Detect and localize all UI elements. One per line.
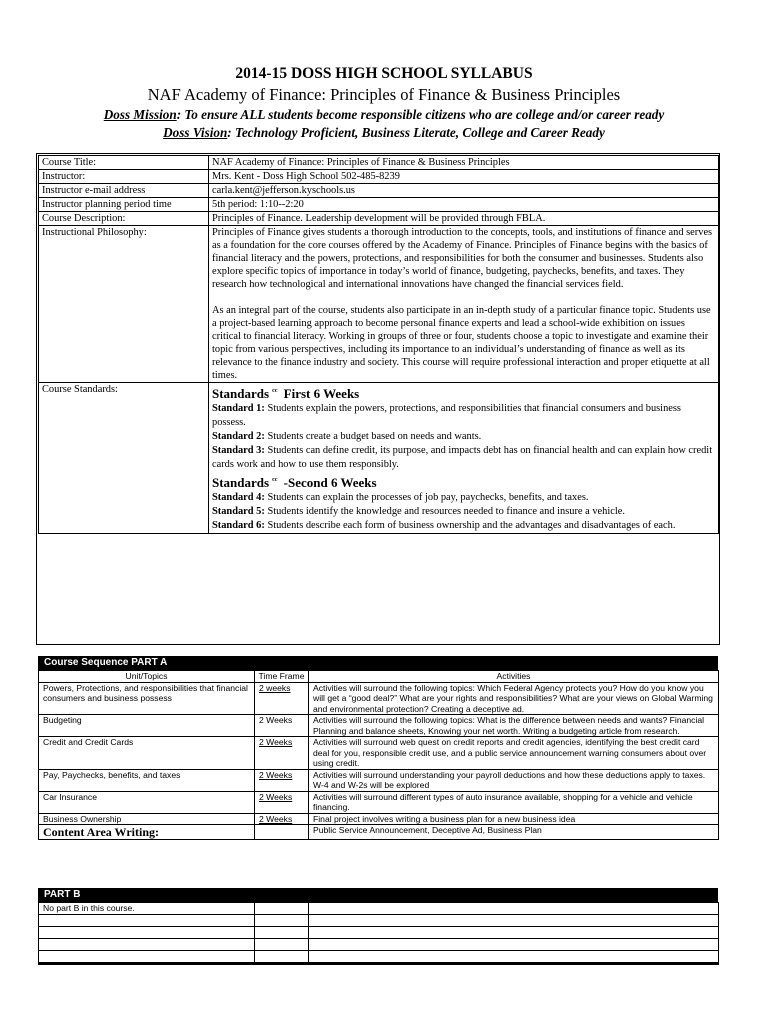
philosophy-value (209, 226, 719, 383)
description-value: Principles of Finance. Leadership development will be provided through FBLA. (209, 212, 719, 226)
row-description (39, 212, 719, 226)
philosophy-paragraph-1: Principles of Finance gives students a thorough introduction to the concepts, tools, and institutions of finance and serves as a foundation for the core courses offered by the Academy of Finance. Principles of Finance begins with the basics of financial literacy and the powers, protections, and responsibilities for both the consumer and businesses. Students also explore specific topics of importance in today’s world of finance, budgeting, paychecks, benefits, and taxes. They research how technological and international innovations have changed the financial services field. (212, 227, 713, 290)
table-row (39, 927, 719, 939)
standard-text: Students explain the powers, protections, and responsibilities that financial consumers and business possess. (212, 403, 681, 428)
philosophy-paragraph-2: As an integral part of the course, students also participate in an in-depth study of a particular finance topic. Students use a project-based learning approach to become personal finance experts and lead a school-wide exhibition on issues critical to financial literacy. Working in groups of three or four, students choose a topic to investigate and examine their topic from various perspectives, including its importance to an individual’s understanding of finance as well as its relevance to the finance industry and society. This course will require professional interaction and proper etiquette at all times. (212, 305, 711, 381)
empty-cell (309, 927, 719, 939)
row-planning (39, 198, 719, 212)
activities-cell: Final project involves writing a business plan for a new business idea (309, 813, 719, 825)
table-row (39, 939, 719, 951)
table-row (39, 715, 719, 737)
empty-cell (39, 927, 255, 939)
description-label: Course Description: (39, 212, 209, 226)
syllabus-header (0, 64, 768, 142)
standards-value (209, 383, 719, 534)
empty-cell (255, 951, 309, 964)
activities-cell: Activities will surround web quest on credit reports and credit agencies, identifying the best credit card deal for you, responsible credit use, and a public service announcement warning consumers about over using credit. (309, 737, 719, 770)
part-b-section (38, 888, 718, 965)
course-sequence-header: Course Sequence PART A (38, 656, 718, 670)
planning-value: 5th period: 1:10--2:20 (209, 198, 719, 212)
column-header-time: Time Frame (255, 671, 309, 683)
empty-cell (255, 825, 309, 840)
unit-cell: Credit and Credit Cards (39, 737, 255, 770)
standard-text: Students can define credit, its purpose, and impacts debt has on financial health and can explain how credit cards work and how to use them responsibly. (212, 445, 713, 470)
content-area-writing-row (39, 825, 719, 840)
course-sequence-section (38, 656, 718, 840)
time-cell: 2 Weeks (255, 737, 309, 770)
activities-cell: Activities will surround understanding your payroll deductions and how these deductions apply to taxes. W-4 and W-2s will be explored (309, 769, 719, 791)
standard-item (212, 505, 715, 519)
empty-cell (255, 939, 309, 951)
table-row (39, 737, 719, 770)
empty-cell (309, 915, 719, 927)
unit-cell: Budgeting (39, 715, 255, 737)
part-b-note: No part B in this course. (39, 903, 255, 915)
row-course-title (39, 156, 719, 170)
empty-cell (309, 939, 719, 951)
email-value: carla.kent@jefferson.kyschools.us (209, 184, 719, 198)
empty-cell (309, 951, 719, 964)
row-philosophy (39, 226, 719, 383)
document-title: 2014-15 DOSS HIGH SCHOOL SYLLABUS (235, 65, 533, 82)
instructor-value: Mrs. Kent - Doss High School 502-485-8239 (209, 170, 719, 184)
activities-cell: Activities will surround different types of auto insurance available, shopping for a vehicle and vehicle financing. (309, 791, 719, 813)
standard-label: Standard 5: (212, 506, 265, 517)
part-b-header: PART B (38, 888, 718, 902)
standard-item (212, 491, 715, 505)
content-area-writing-value: Public Service Announcement, Deceptive Ad, Business Plan (309, 825, 719, 840)
vision-statement (0, 124, 768, 142)
standard-item (212, 444, 715, 472)
course-title-value: NAF Academy of Finance: Principles of Finance & Business Principles (209, 156, 719, 170)
philosophy-label: Instructional Philosophy: (39, 226, 209, 383)
standard-item (212, 519, 715, 533)
email-label: Instructor e-mail address (39, 184, 209, 198)
unit-cell: Business Ownership (39, 813, 255, 825)
table-row (39, 791, 719, 813)
content-area-writing-label: Content Area Writing: (39, 825, 255, 840)
activities-cell: Activities will surround the following topics: Which Federal Agency protects you? How do you know you will get a “good deal?” What are your rights and responsibilities? What are your views on Global Warming and environmental protection? Creating a deceptive ad. (309, 682, 719, 715)
time-cell: 2 Weeks (255, 715, 309, 737)
empty-cell (39, 915, 255, 927)
standards-label: Course Standards: (39, 383, 209, 534)
time-cell: 2 Weeks (255, 813, 309, 825)
planning-label: Instructor planning period time (39, 198, 209, 212)
column-header-activities: Activities (309, 671, 719, 683)
unit-cell: Car Insurance (39, 791, 255, 813)
activities-cell: Activities will surround the following topics: What is the difference between needs and wants? Financial Planning and balance sheets, Knowing your net worth. Writing a budgeting article from research. (309, 715, 719, 737)
standards-heading-word: Standards (212, 475, 270, 490)
standard-text: Students can explain the processes of job pay, paychecks, benefits, and taxes. (264, 492, 589, 503)
sequence-header-row (39, 671, 719, 683)
unit-cell: Pay, Paychecks, benefits, and taxes (39, 769, 255, 791)
row-instructor (39, 170, 719, 184)
standard-item (212, 430, 715, 444)
standard-label: Standard 1: (212, 403, 265, 414)
time-cell: 2 Weeks (255, 791, 309, 813)
table-row (39, 682, 719, 715)
standard-text: Students identify the knowledge and resources needed to finance and insure a vehicle. (264, 506, 625, 517)
empty-cell (39, 939, 255, 951)
row-email (39, 184, 719, 198)
cc-mark: cc (272, 388, 278, 394)
cc-mark: cc (272, 477, 278, 483)
mission-statement (0, 106, 768, 124)
mission-label: Doss Mission (103, 107, 177, 122)
standards-period-first: First 6 Weeks (283, 386, 360, 401)
instructor-label: Instructor: (39, 170, 209, 184)
row-standards (39, 383, 719, 534)
table-row (39, 769, 719, 791)
course-sequence-table (38, 670, 719, 840)
standard-label: Standard 2: (212, 431, 265, 442)
standard-text: Students create a budget based on needs and wants. (264, 431, 482, 442)
standard-label: Standard 4: (212, 492, 265, 503)
table-row (39, 813, 719, 825)
document-subtitle: NAF Academy of Finance: Principles of Finance & Business Principles (147, 85, 621, 104)
table-row (39, 915, 719, 927)
time-cell: 2 weeks (255, 682, 309, 715)
unit-cell: Powers, Protections, and responsibilities that financial consumers and business possess (39, 682, 255, 715)
standards-heading-first (212, 383, 715, 402)
standard-item (212, 402, 715, 430)
standards-period-second: -Second 6 Weeks (283, 475, 377, 490)
vision-label: Doss Vision (163, 125, 228, 140)
vision-text: : Technology Proficient, Business Literate, College and Career Ready (227, 125, 605, 140)
standards-heading-word: Standards (212, 386, 270, 401)
time-cell: 2 Weeks (255, 769, 309, 791)
table-row (39, 903, 719, 915)
part-b-table (38, 902, 719, 965)
empty-cell (255, 915, 309, 927)
table-row (39, 951, 719, 964)
standard-label: Standard 3: (212, 445, 265, 456)
standards-heading-second (212, 472, 715, 491)
empty-cell (309, 903, 719, 915)
standard-text: Students describe each form of business ownership and the advantages and disadvantages of each. (264, 520, 676, 531)
course-title-label: Course Title: (39, 156, 209, 170)
standard-label: Standard 6: (212, 520, 265, 531)
course-info-table (38, 155, 719, 534)
empty-cell (39, 951, 255, 964)
mission-text: : To ensure ALL students become responsible citizens who are college and/or career ready (176, 107, 665, 122)
empty-cell (255, 903, 309, 915)
empty-cell (255, 927, 309, 939)
column-header-unit: Unit/Topics (39, 671, 255, 683)
